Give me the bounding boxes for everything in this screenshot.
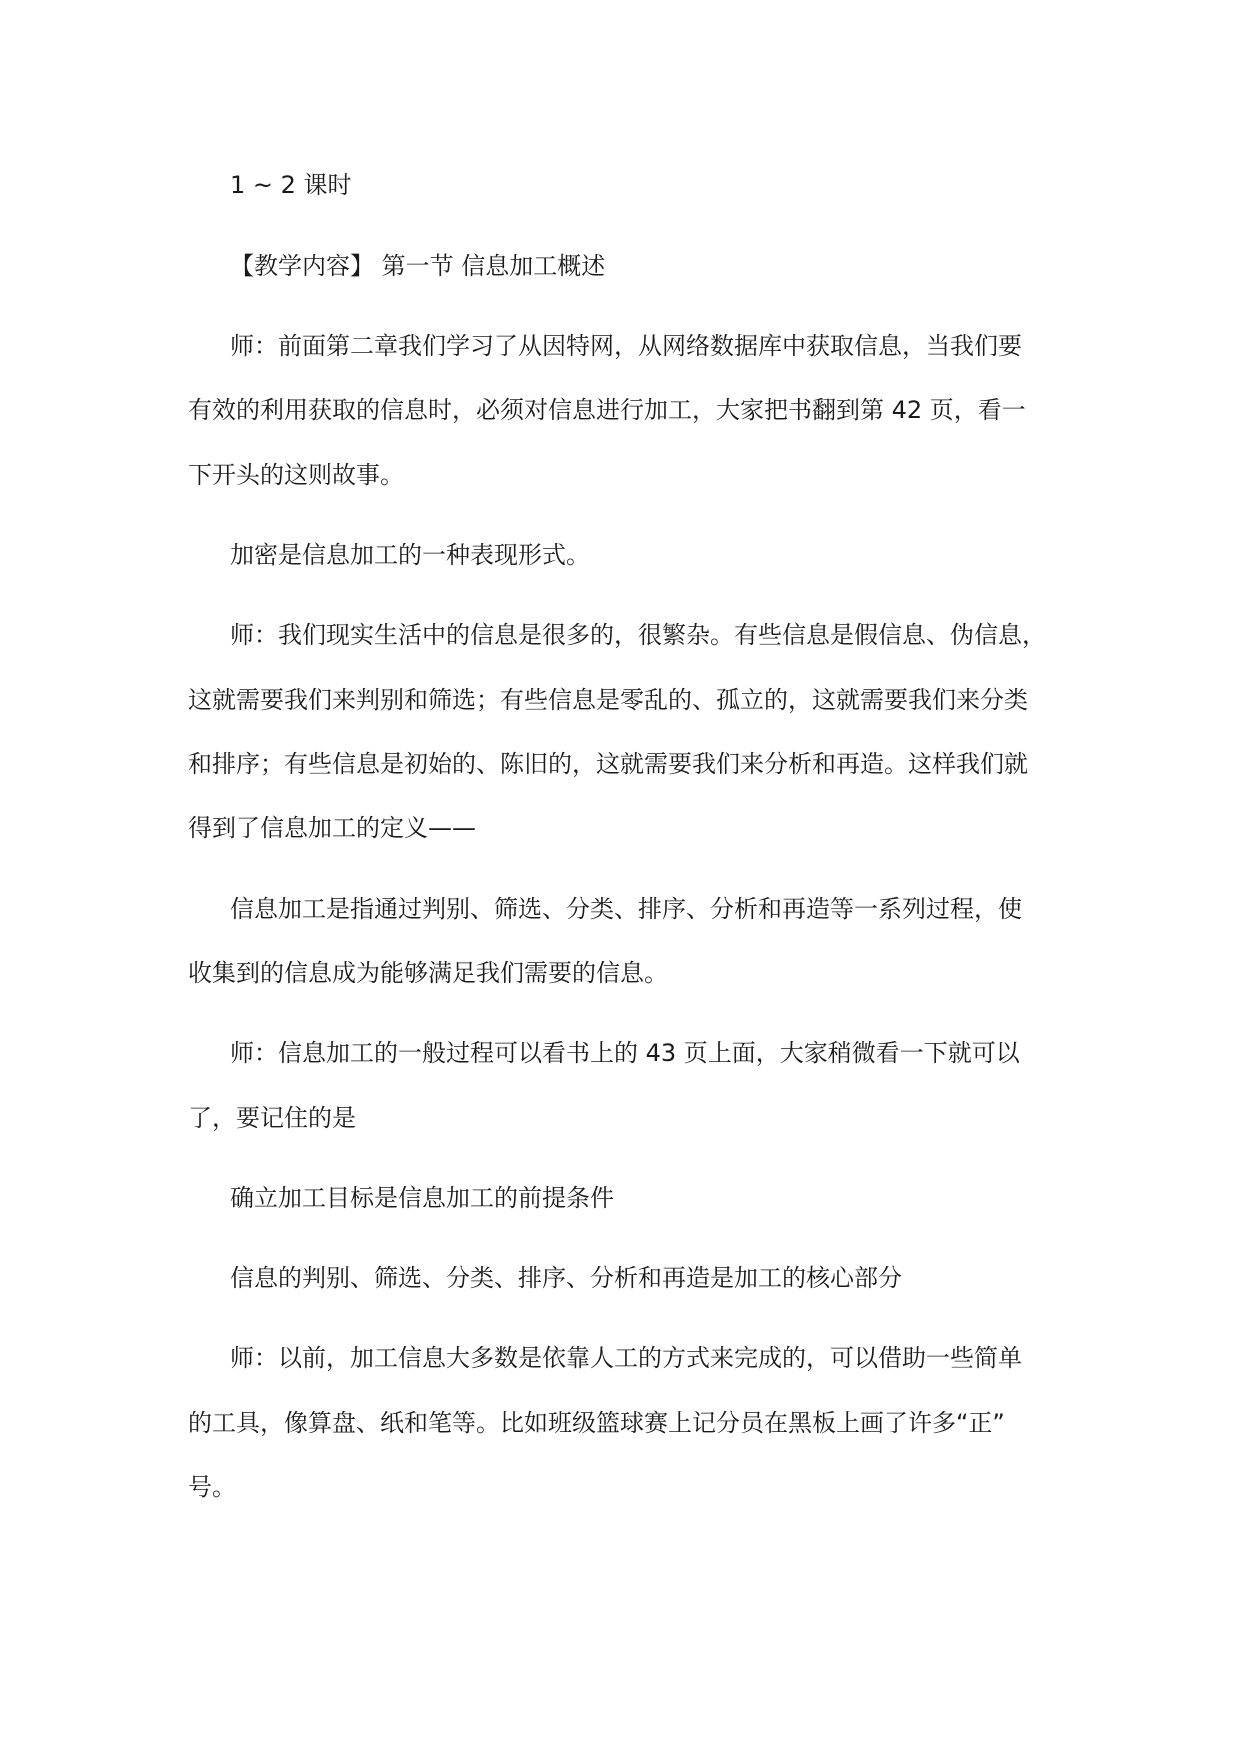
paragraph-line: 师：以前，加工信息大多数是依靠人工的方式来完成的，可以借助一些简单 xyxy=(230,1344,1022,1372)
paragraph-line: 得到了信息加工的定义—— xyxy=(188,814,476,842)
paragraph-line: 师：信息加工的一般过程可以看书上的 43 页上面，大家稍微看一下就可以 xyxy=(230,1039,1020,1067)
paragraph-line: 和排序；有些信息是初始的、陈旧的，这就需要我们来分析和再造。这样我们就 xyxy=(188,750,1028,778)
definition-line: 信息加工是指通过判别、筛选、分类、排序、分析和再造等一系列过程，使 xyxy=(230,895,1022,923)
teaching-content-heading: 【教学内容】 第一节 信息加工概述 xyxy=(230,252,606,280)
lesson-period: 1 ~ 2 课时 xyxy=(230,171,352,199)
paragraph-line: 加密是信息加工的一种表现形式。 xyxy=(230,541,590,569)
key-point-line: 信息的判别、筛选、分类、排序、分析和再造是加工的核心部分 xyxy=(230,1264,902,1292)
paragraph-line: 号。 xyxy=(188,1473,236,1501)
paragraph-line: 了，要记住的是 xyxy=(188,1104,356,1132)
paragraph-line: 有效的利用获取的信息时，必须对信息进行加工，大家把书翻到第 42 页，看一 xyxy=(188,396,1026,424)
key-point-line: 确立加工目标是信息加工的前提条件 xyxy=(230,1184,614,1212)
paragraph-line: 这就需要我们来判别和筛选；有些信息是零乱的、孤立的，这就需要我们来分类 xyxy=(188,686,1028,714)
paragraph-line: 师：前面第二章我们学习了从因特网，从网络数据库中获取信息，当我们要 xyxy=(230,332,1022,360)
paragraph-line: 师：我们现实生活中的信息是很多的，很繁杂。有些信息是假信息、伪信息， xyxy=(230,621,1046,649)
definition-line: 收集到的信息成为能够满足我们需要的信息。 xyxy=(188,959,668,987)
paragraph-line: 的工具，像算盘、纸和笔等。比如班级篮球赛上记分员在黑板上画了许多“正” xyxy=(188,1409,1005,1437)
paragraph-line: 下开头的这则故事。 xyxy=(188,461,404,489)
